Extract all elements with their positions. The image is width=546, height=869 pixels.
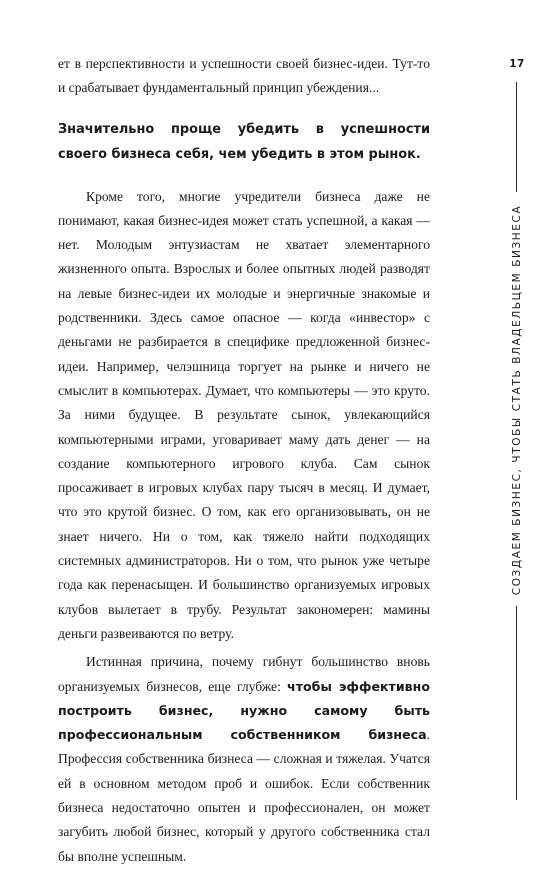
body-text xyxy=(58,52,430,869)
paragraph-final-bold: чтобы эффективно построить бизнес, нужно самому быть профессиональным собственником бизнеса xyxy=(58,678,430,743)
paragraph-final xyxy=(58,650,430,869)
paragraph-main: Кроме того, многие учредители бизнеса даже не понимают, какая бизнес-идея может стать успешной, а какая — нет. Молодым энтузиастам не хватает элементарного жизненного опыта. Взрослых и более опытных людей разводят на левые бизнес-идеи их молодые и энергичные знакомые и родственники. Здесь самое опасное — когда «инвестор» с деньгами не разбирается в специфике предложенной бизнес-идеи. Например, челэшница торгует на рынке и ничего не смыслит в компьютерах. Думает, что компьютеры — это круто. За ними будущее. В результате сынок, увлекающийся компьютерными играми, уговаривает маму дать денег — на создание компьютерного игрового клуба. Сам сынок просаживает в игровых клубах пару тысяч в месяц. И думает, что это крутой бизнес. О том, как его организовывать, он не знает ничего. Ни о том, как тяжело найти подходящих системных администраторов. Ни о том, что рынок уже четыре года как перенасыщен. И большинство организуемых игровых клубов вылетает в трубу. Результат закономерен: мамины деньги развеиваются по ветру. xyxy=(58,188,430,641)
page-number: 17 xyxy=(509,58,525,70)
running-head: СОЗДАЕМ БИЗНЕС, ЧТОБЫ СТАТЬ ВЛАДЕЛЬЦЕМ БИЗНЕСА xyxy=(511,204,523,596)
paragraph-final-end: . Профессия собственника бизнеса — сложная и тяжелая. Учатся ей в основном методом проб и ошибок. Если собственник бизнеса недостаточно опытен и профессионален, он может загубить любой бизнес, который у другого собственника стал бы вполне успешным. xyxy=(58,727,430,864)
bold-statement: Значительно проще убедить в успешности своего бизнеса себя, чем убедить в этом рынок. xyxy=(58,121,430,162)
margin-rule-bottom xyxy=(516,606,517,800)
paragraph-final-start: Истинная причина, почему гибнут большинство вновь организуемых бизнесов, еще глубже: xyxy=(58,654,430,694)
paragraph-continued: ет в перспективности и успешности своей бизнес-идеи. Тут-то и срабатывает фундаментальный принцип убеждения... xyxy=(58,56,430,96)
margin-rule-top xyxy=(516,82,517,192)
